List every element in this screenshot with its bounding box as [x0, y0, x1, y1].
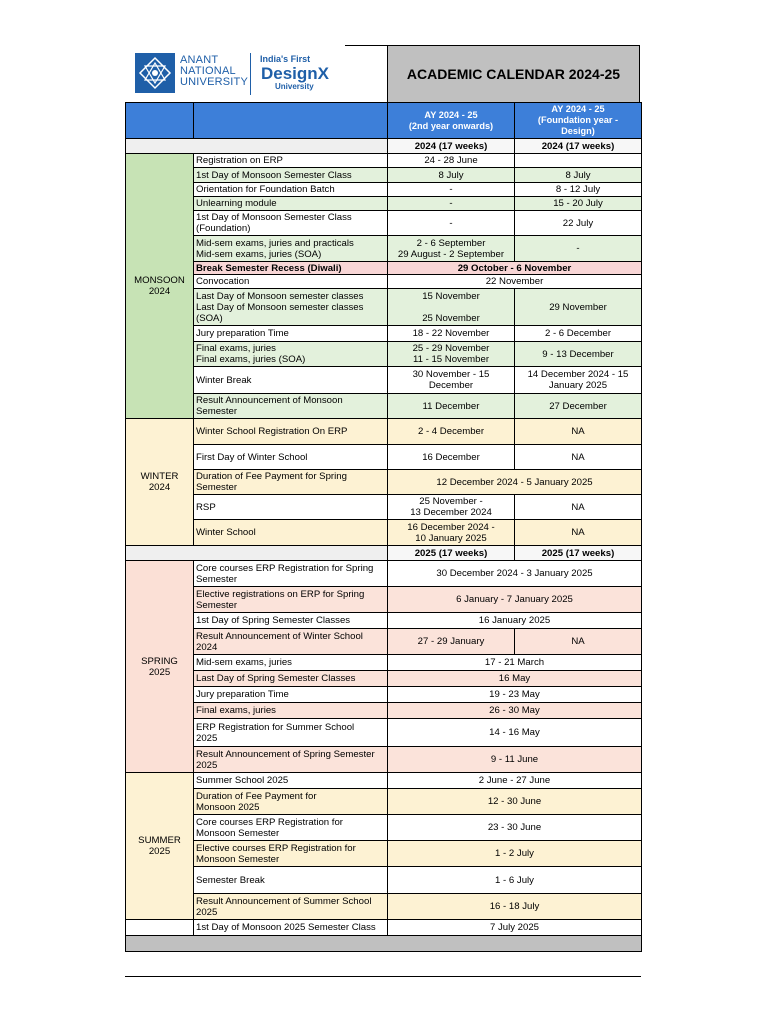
table-row [126, 773, 642, 789]
event-date: 16 - 18 July [388, 894, 642, 920]
event-date-col2 [515, 154, 642, 168]
event-label: Result Announcement of Spring Semester 2025 [194, 747, 388, 773]
table-row [126, 275, 642, 289]
event-date-col1: 25 - 29 November 11 - 15 November [388, 342, 515, 367]
event-date: 26 - 30 May [388, 703, 642, 719]
event-date-col1: - [388, 183, 515, 197]
footer-bar [126, 936, 642, 952]
semester-summer: SUMMER 2025 [126, 773, 194, 920]
table-row [126, 419, 642, 445]
event-date-col2: NA [515, 419, 642, 445]
event-date: 22 November [388, 275, 642, 289]
event-label: Mid-sem exams, juries [194, 655, 388, 671]
event-date-col1: 2 - 6 September 29 August - 2 September [388, 236, 515, 262]
table-row [126, 587, 642, 613]
event-label: ERP Registration for Summer School 2025 [194, 719, 388, 747]
table-row [126, 326, 642, 342]
table-row [126, 719, 642, 747]
event-date-col2: NA [515, 495, 642, 520]
event-date: 9 - 11 June [388, 747, 642, 773]
event-date-col2: 15 - 20 July [515, 197, 642, 211]
event-date-col1: - [388, 197, 515, 211]
bottom-rule [125, 976, 641, 977]
event-date-col1: 8 July [388, 168, 515, 183]
event-date: 2 June - 27 June [388, 773, 642, 789]
column-header-2nd-year: AY 2024 - 25 (2nd year onwards) [388, 103, 515, 139]
anu-emblem-icon [135, 53, 175, 93]
logo-line2: NATIONAL [180, 65, 236, 77]
event-date: 30 December 2024 - 3 January 2025 [388, 561, 642, 587]
table-row [126, 139, 642, 154]
table-row [126, 367, 642, 394]
event-label: Convocation [194, 275, 388, 289]
semester-monsoon: MONSOON 2024 [126, 154, 194, 419]
event-label: Result Announcement of Monsoon Semester [194, 394, 388, 419]
table-row [126, 671, 642, 687]
event-date-col1: 30 November - 15 December [388, 367, 515, 394]
table-row [126, 520, 642, 546]
event-label: Duration of Fee Payment for Spring Semester [194, 470, 388, 495]
event-label: Jury preparation Time [194, 326, 388, 342]
event-date-col1: 24 - 28 June [388, 154, 515, 168]
event-label: 1st Day of Spring Semester Classes [194, 613, 388, 629]
event-date-col1: 18 - 22 November [388, 326, 515, 342]
event-date: 17 - 21 March [388, 655, 642, 671]
event-label: Mid-sem exams, juries and practicals Mid-sem exams, juries (SOA) [194, 236, 388, 262]
event-date-col2: 27 December [515, 394, 642, 419]
table-row [126, 747, 642, 773]
event-label: Duration of Fee Payment for Monsoon 2025 [194, 789, 388, 815]
event-label: Summer School 2025 [194, 773, 388, 789]
event-date: 16 January 2025 [388, 613, 642, 629]
event-date-col1: 16 December 2024 - 10 January 2025 [388, 520, 515, 546]
event-date-col1: 16 December [388, 445, 515, 470]
event-date-col2: 29 November [515, 289, 642, 326]
event-label: Winter School Registration On ERP [194, 419, 388, 445]
table-row [126, 687, 642, 703]
table-row [126, 546, 642, 561]
event-label: Orientation for Foundation Batch [194, 183, 388, 197]
semester-spring: SPRING 2025 [126, 561, 194, 773]
event-date-col1: - [388, 211, 515, 236]
weeks-2025-col1: 2025 (17 weeks) [388, 546, 515, 561]
event-date: 19 - 23 May [388, 687, 642, 703]
event-label: Registration on ERP [194, 154, 388, 168]
event-date: 1 - 2 July [388, 841, 642, 867]
logo-brand-sub: University [275, 82, 314, 91]
event-label: Final exams, juries Final exams, juries (SOA) [194, 342, 388, 367]
weeks-2025-col2: 2025 (17 weeks) [515, 546, 642, 561]
table-row [126, 815, 642, 841]
event-date-col2: 8 July [515, 168, 642, 183]
page-title: ACADEMIC CALENDAR 2024-25 [406, 66, 621, 82]
event-date-col2: 22 July [515, 211, 642, 236]
event-date: 23 - 30 June [388, 815, 642, 841]
weeks-2024-col2: 2024 (17 weeks) [515, 139, 642, 154]
table-row [126, 936, 642, 952]
event-label: Result Announcement of Summer School 2025 [194, 894, 388, 920]
table-row [126, 894, 642, 920]
table-row [126, 613, 642, 629]
event-label: Core courses ERP Registration for Spring Semester [194, 561, 388, 587]
logo-line1: ANANT [180, 54, 219, 66]
table-row [126, 197, 642, 211]
event-label: Result Announcement of Winter School 2024 [194, 629, 388, 655]
table-row [126, 262, 642, 275]
table-row [126, 342, 642, 367]
event-date: 16 May [388, 671, 642, 687]
event-date-col1: 25 November - 13 December 2024 [388, 495, 515, 520]
table-row [126, 920, 642, 936]
semester-blank [126, 920, 194, 936]
table-row [126, 629, 642, 655]
event-label: 1st Day of Monsoon Semester Class [194, 168, 388, 183]
header [125, 45, 641, 102]
table-row [126, 289, 642, 326]
table-row [126, 867, 642, 894]
university-logo [125, 45, 387, 102]
weeks-2024-col1: 2024 (17 weeks) [388, 139, 515, 154]
weeks-blank [126, 139, 388, 154]
header-rule [345, 45, 387, 46]
table-row [126, 394, 642, 419]
logo-tagline: India's First [260, 54, 311, 64]
table-row [126, 103, 642, 139]
event-date-col1: 15 November 25 November [388, 289, 515, 326]
event-label: Winter School [194, 520, 388, 546]
event-date-col2: NA [515, 520, 642, 546]
event-date-col2: - [515, 236, 642, 262]
table-row [126, 154, 642, 168]
header-blank-1 [126, 103, 194, 139]
event-date-col2: NA [515, 629, 642, 655]
table-row [126, 841, 642, 867]
logo-line3: UNIVERSITY [180, 76, 249, 88]
event-label: Winter Break [194, 367, 388, 394]
logo-divider [250, 53, 251, 95]
weeks-blank [126, 546, 388, 561]
event-date: 6 January - 7 January 2025 [388, 587, 642, 613]
event-date-col2: 2 - 6 December [515, 326, 642, 342]
event-date: 12 - 30 June [388, 789, 642, 815]
event-date-col2: 14 December 2024 - 15 January 2025 [515, 367, 642, 394]
event-date-col2: 8 - 12 July [515, 183, 642, 197]
table-row [126, 495, 642, 520]
table-row [126, 703, 642, 719]
event-label: Core courses ERP Registration for Monsoon Semester [194, 815, 388, 841]
title-box [387, 45, 640, 102]
logo-brand: DesignX [261, 64, 330, 83]
event-date: 1 - 6 July [388, 867, 642, 894]
event-label: Jury preparation Time [194, 687, 388, 703]
event-label: Last Day of Monsoon semester classes Last Day of Monsoon semester classes (SOA) [194, 289, 388, 326]
event-label: Final exams, juries [194, 703, 388, 719]
table-row [126, 655, 642, 671]
logo-university-name [180, 55, 248, 88]
event-label: Elective registrations on ERP for Spring Semester [194, 587, 388, 613]
event-date: 7 July 2025 [388, 920, 642, 936]
table-row [126, 211, 642, 236]
event-label: Break Semester Recess (Diwali) [194, 262, 388, 275]
event-date: 12 December 2024 - 5 January 2025 [388, 470, 642, 495]
column-header-foundation: AY 2024 - 25 (Foundation year - Design) [515, 103, 642, 139]
event-label: Elective courses ERP Registration for Monsoon Semester [194, 841, 388, 867]
table-row [126, 561, 642, 587]
event-label: Last Day of Spring Semester Classes [194, 671, 388, 687]
table-row [126, 445, 642, 470]
event-date-col1: 2 - 4 December [388, 419, 515, 445]
table-row [126, 168, 642, 183]
event-label: First Day of Winter School [194, 445, 388, 470]
event-label: Unlearning module [194, 197, 388, 211]
event-label: Semester Break [194, 867, 388, 894]
table-row [126, 236, 642, 262]
event-date-col1: 27 - 29 January [388, 629, 515, 655]
table-row [126, 470, 642, 495]
calendar-page [125, 45, 641, 952]
table-row [126, 183, 642, 197]
event-label: 1st Day of Monsoon Semester Class (Foundation) [194, 211, 388, 236]
event-date: 29 October - 6 November [388, 262, 642, 275]
header-blank-2 [194, 103, 388, 139]
calendar-table [125, 102, 642, 952]
event-date-col2: 9 - 13 December [515, 342, 642, 367]
table-row [126, 789, 642, 815]
semester-winter: WINTER 2024 [126, 419, 194, 546]
event-label: RSP [194, 495, 388, 520]
event-date-col1: 11 December [388, 394, 515, 419]
event-label: 1st Day of Monsoon 2025 Semester Class [194, 920, 388, 936]
event-date: 14 - 16 May [388, 719, 642, 747]
event-date-col2: NA [515, 445, 642, 470]
